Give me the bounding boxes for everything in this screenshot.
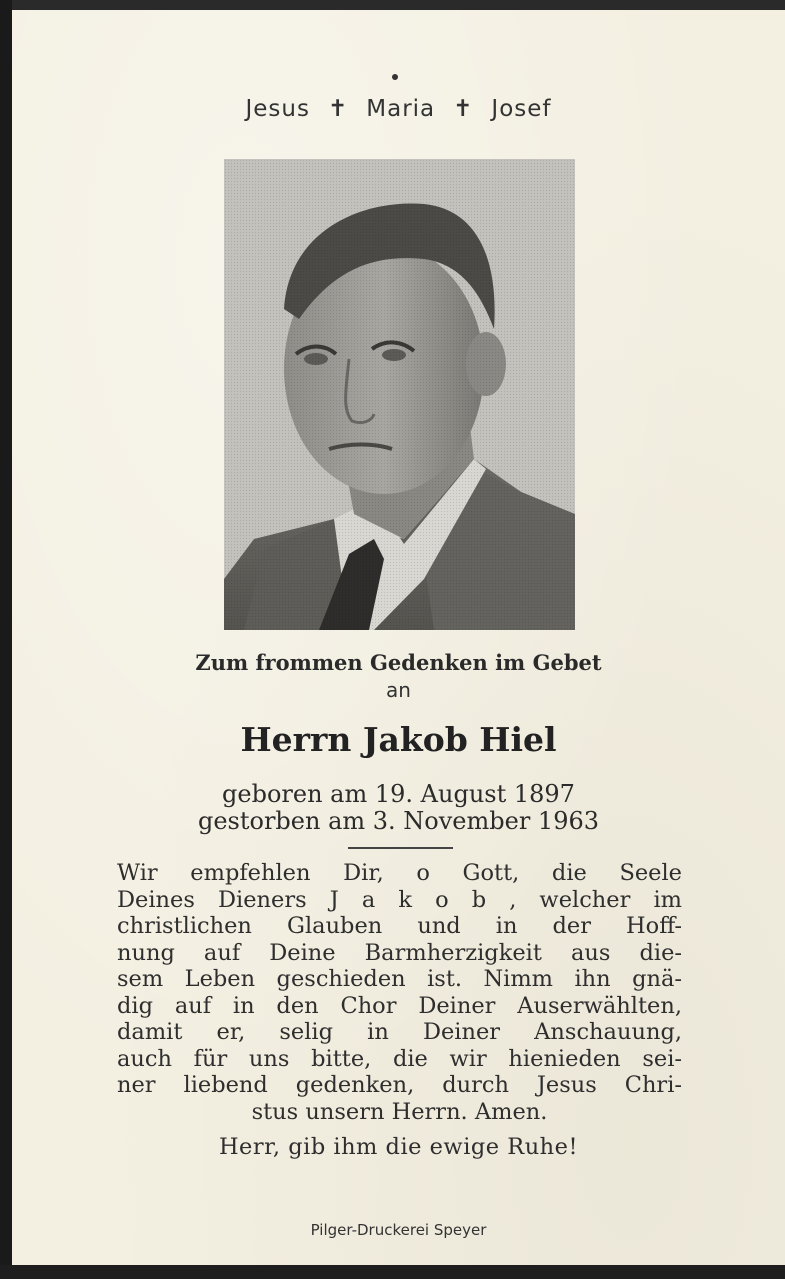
prayer-line: dig auf in den Chor Deiner Auserwählten, bbox=[117, 992, 682, 1019]
cross-icon: ✝ bbox=[453, 96, 474, 122]
closing-prayer: Herr, gib ihm die ewige Ruhe! bbox=[218, 1134, 579, 1160]
holy-names-header bbox=[12, 96, 785, 122]
death-date: gestorben am 3. November 1963 bbox=[197, 807, 600, 835]
prayer-line: Wir empfehlen Dir, o Gott, die Seele bbox=[117, 860, 682, 886]
portrait-photo bbox=[224, 159, 575, 630]
prayer-line: auch für uns bitte, die wir hienieden sei- bbox=[117, 1045, 682, 1072]
portrait-illustration bbox=[224, 159, 575, 630]
prayer-line: damit er, selig in Deiner Anschauung, bbox=[117, 1019, 682, 1045]
cross-icon: ✝ bbox=[327, 96, 349, 122]
prayer-line: stus unsern Herrn. Amen. bbox=[251, 1098, 548, 1125]
header-maria: Maria bbox=[366, 96, 436, 122]
card-left-edge bbox=[0, 0, 12, 1279]
deceased-name: Herrn Jakob Hiel bbox=[240, 720, 557, 759]
memorial-card bbox=[12, 10, 785, 1265]
prayer-line: ner liebend gedenken, durch Jesus Chri- bbox=[117, 1072, 682, 1098]
card-bottom-edge bbox=[0, 1265, 785, 1279]
printer-credit: Pilger-Druckerei Speyer bbox=[310, 1221, 487, 1239]
header-jesus: Jesus bbox=[245, 96, 310, 122]
commemoration-an: an bbox=[386, 678, 411, 702]
prayer-line: nung auf Deine Barmherzigkeit aus die- bbox=[117, 939, 682, 966]
birth-date: geboren am 19. August 1897 bbox=[222, 780, 575, 808]
prayer-text bbox=[117, 860, 682, 1125]
commemoration-line: Zum frommen Gedenken im Gebet bbox=[195, 650, 602, 675]
prayer-line: sem Leben geschieden ist. Nimm ihn gnä- bbox=[117, 966, 682, 992]
divider-rule bbox=[348, 847, 453, 849]
ornament-dot bbox=[392, 74, 398, 80]
prayer-line: christlichen Glauben und in der Hoff- bbox=[117, 913, 682, 939]
prayer-line: Deines Dieners J a k o b , welcher im bbox=[117, 886, 682, 913]
header-josef: Josef bbox=[491, 96, 552, 122]
